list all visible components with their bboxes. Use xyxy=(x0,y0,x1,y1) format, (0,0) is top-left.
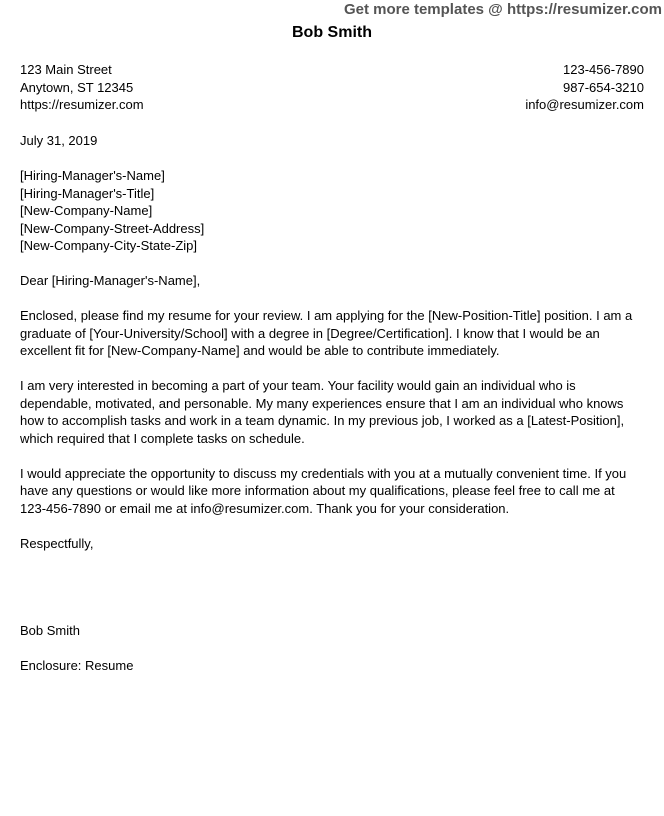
sender-phone-2: 987-654-3210 xyxy=(563,79,644,95)
sender-phone-email xyxy=(525,61,644,114)
recipient-title: [Hiring-Manager's-Title] xyxy=(20,185,155,201)
closing: Respectfully, xyxy=(20,535,94,551)
recipient-block xyxy=(20,167,644,255)
sender-email: info@resumizer.com xyxy=(525,97,644,112)
sender-name-heading: Bob Smith xyxy=(292,24,372,41)
signature-name: Bob Smith xyxy=(20,623,80,638)
enclosure-note: Enclosure: Resume xyxy=(20,658,134,673)
letter-body xyxy=(20,132,644,675)
body-paragraph-1: Enclosed, please find my resume for your review. I am applying for the [New-Position-Title] position. I am a graduate of [Your-University/School] with a degree in [Degree/Certification]. I know that I would be an excellent fit for [New-Company-Name] and would be able to contribute immediately. xyxy=(20,308,633,358)
body-paragraph-3: I would appreciate the opportunity to discuss my credentials with you at a mutually convenient time. If you have any questions or would like more information about my qualifications, please feel free to call me at 123-456-7890 or email me at info@resumizer.com. Thank you for your consideration. xyxy=(20,465,627,516)
sender-address xyxy=(20,61,144,114)
recipient-company: [New-Company-Name] xyxy=(20,203,153,218)
sender-website: https://resumizer.com xyxy=(20,97,144,112)
sender-phone-1: 123-456-7890 xyxy=(563,62,644,77)
recipient-street: [New-Company-Street-Address] xyxy=(20,220,205,236)
body-paragraph-2: I am very interested in becoming a part of your team. Your facility would gain an individual who is dependable, motivated, and personable. My many experiences ensure that I am an individual who knows how to accomplish tasks and work in a team dynamic. In my previous job, I worked as a [Latest-Position], which required that I complete tasks on schedule. xyxy=(20,378,625,446)
recipient-city-state-zip: [New-Company-City-State-Zip] xyxy=(20,238,197,253)
sender-street: 123 Main Street xyxy=(20,62,112,77)
templates-banner: Get more templates @ https://resumizer.com xyxy=(343,1,662,18)
sender-contact-block xyxy=(20,61,644,114)
letter-date: July 31, 2019 xyxy=(20,133,98,148)
recipient-name: [Hiring-Manager's-Name] xyxy=(20,168,165,183)
salutation: Dear [Hiring-Manager's-Name], xyxy=(20,273,201,288)
sender-city-state-zip: Anytown, ST 12345 xyxy=(20,79,134,95)
